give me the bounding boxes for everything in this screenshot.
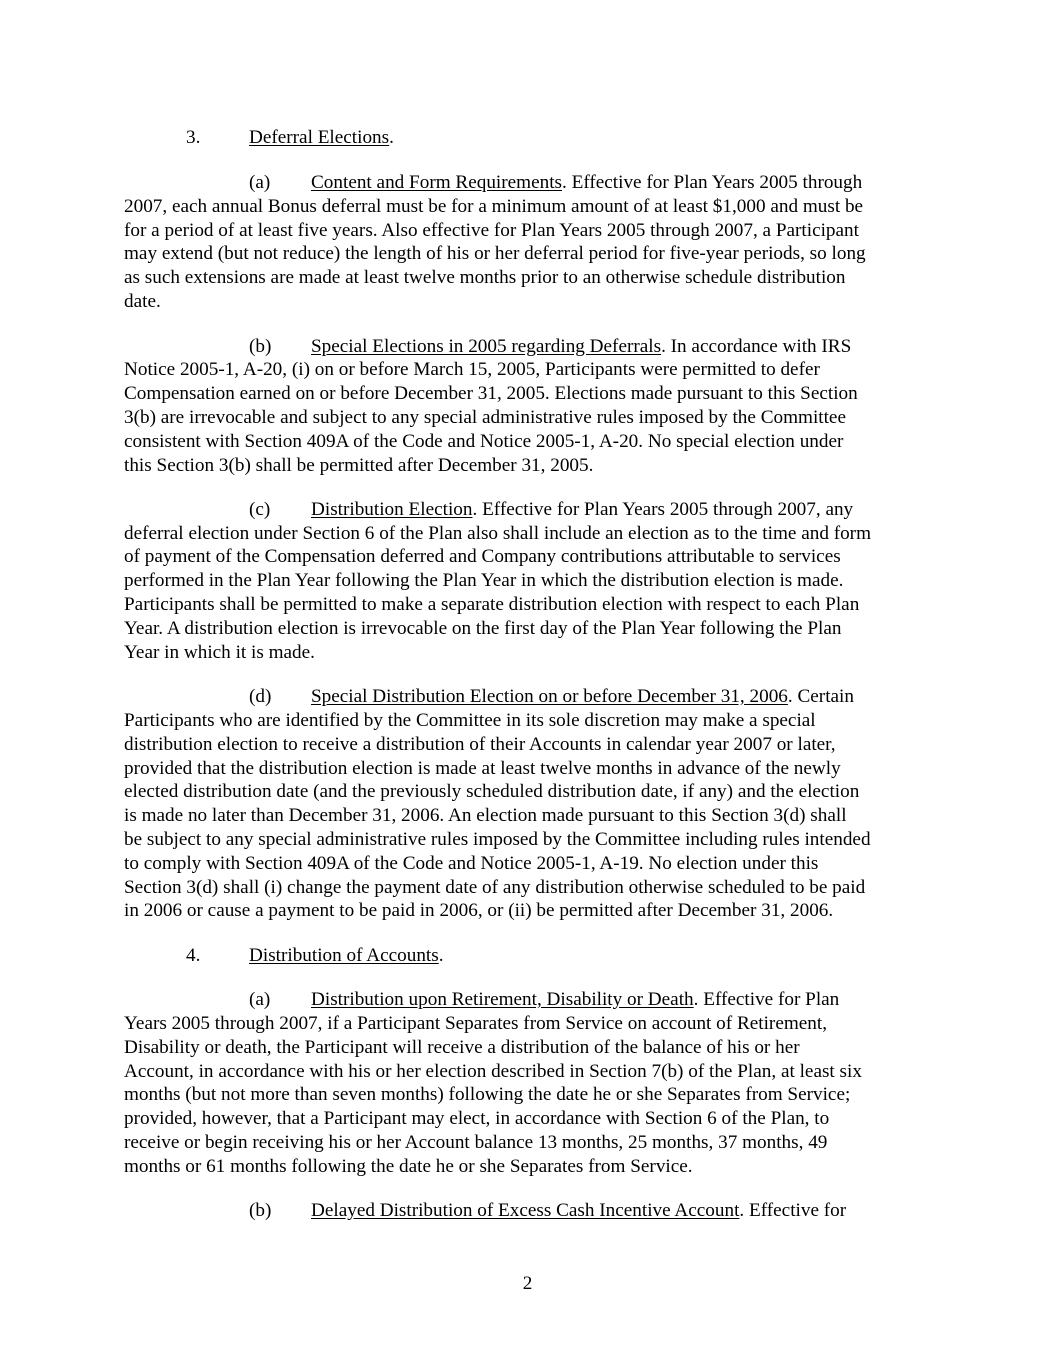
subsection-3d-first-line [311, 685, 854, 709]
paragraph-line: Compensation earned on or before December 31, 2005. Elections made pursuant to this Section [124, 383, 858, 404]
paragraph-line: Disability or death, the Participant will receive a distribution of the balance of his or her [124, 1037, 800, 1058]
section-3-heading-suffix: . [389, 127, 394, 148]
section-4-number: 4. [186, 945, 201, 966]
paragraph-line: be subject to any special administrative rules imposed by the Committee including rules intended [124, 829, 871, 850]
paragraph-line: Years 2005 through 2007, if a Participant Separates from Service on account of Retirement, [124, 1013, 828, 1034]
paragraph-line: performed in the Plan Year following the Plan Year in which the distribution election is made. [124, 570, 844, 591]
subsection-4a-text: . Effective for Plan [693, 989, 840, 1010]
paragraph-line: elected distribution date (and the previously scheduled distribution date, if any) and the election [124, 781, 860, 802]
subsection-4b-label: (b) [249, 1200, 272, 1221]
paragraph-line: for a period of at least five years. Also effective for Plan Years 2005 through 2007, a Participant [124, 220, 859, 241]
section-4-heading [249, 944, 444, 968]
paragraph-line: this Section 3(b) shall be permitted after December 31, 2005. [124, 455, 594, 476]
subsection-4b-first-line [311, 1199, 846, 1223]
subsection-4a-label: (a) [249, 989, 271, 1010]
paragraph-line: Account, in accordance with his or her election described in Section 7(b) of the Plan, at least six [124, 1061, 862, 1082]
paragraph-line: consistent with Section 409A of the Code and Notice 2005-1, A-20. No special election under [124, 431, 844, 452]
paragraph-line: Year. A distribution election is irrevocable on the first day of the Plan Year following the Plan [124, 618, 842, 639]
section-3-number: 3. [186, 127, 201, 148]
subsection-4a-heading: Distribution upon Retirement, Disability or Death [311, 989, 694, 1010]
subsection-3c-label: (c) [249, 499, 271, 520]
paragraph-line: Year in which it is made. [124, 642, 315, 663]
section-4-heading-text: Distribution of Accounts [249, 945, 439, 966]
subsection-3a-label: (a) [249, 172, 271, 193]
subsection-3a-text: . Effective for Plan Years 2005 through [562, 172, 863, 193]
paragraph-line: 2007, each annual Bonus deferral must be for a minimum amount of at least $1,000 and must be [124, 196, 864, 217]
paragraph-line: months (but not more than seven months) following the date he or she Separates from Service; [124, 1084, 851, 1105]
paragraph-line: months or 61 months following the date he or she Separates from Service. [124, 1156, 693, 1177]
paragraph-line: to comply with Section 409A of the Code and Notice 2005-1, A-19. No election under this [124, 853, 819, 874]
subsection-3c-text: . Effective for Plan Years 2005 through 2007, any [472, 499, 854, 520]
paragraph-line: receive or begin receiving his or her Account balance 13 months, 25 months, 37 months, 49 [124, 1132, 828, 1153]
subsection-3a-heading: Content and Form Requirements [311, 172, 563, 193]
paragraph-line: is made no later than December 31, 2006. An election made pursuant to this Section 3(d) shall [124, 805, 847, 826]
paragraph-line: in 2006 or cause a payment to be paid in 2006, or (ii) be permitted after December 31, 2006. [124, 900, 834, 921]
paragraph-line: deferral election under Section 6 of the Plan also shall include an election as to the time and form [124, 523, 872, 544]
paragraph-line: provided, however, that a Participant may elect, in accordance with Section 6 of the Plan, to [124, 1108, 830, 1129]
subsection-3d-label: (d) [249, 686, 272, 707]
subsection-4a-first-line [311, 988, 839, 1012]
paragraph-line: Participants who are identified by the Committee in its sole discretion may make a special [124, 710, 816, 731]
paragraph-line: as such extensions are made at least twelve months prior to an otherwise schedule distribution [124, 267, 846, 288]
paragraph-line: 3(b) are irrevocable and subject to any special administrative rules imposed by the Committee [124, 407, 846, 428]
paragraph-line: date. [124, 291, 161, 312]
section-4-heading-suffix: . [438, 945, 444, 966]
paragraph-line: distribution election to receive a distribution of their Accounts in calendar year 2007 or later, [124, 734, 836, 755]
subsection-3c-first-line [311, 498, 853, 522]
subsection-3d-text: . Certain [787, 686, 854, 707]
subsection-3d-heading: Special Distribution Election on or before December 31, 2006 [311, 686, 788, 707]
subsection-3b-first-line [311, 335, 851, 359]
paragraph-line: provided that the distribution election is made at least twelve months in advance of the newly [124, 758, 841, 779]
paragraph-line: Section 3(d) shall (i) change the payment date of any distribution otherwise scheduled to be paid [124, 877, 866, 898]
subsection-3b-text: . In accordance with IRS [661, 336, 852, 357]
paragraph-line: may extend (but not reduce) the length of his or her deferral period for five-year periods, so long [124, 243, 866, 264]
subsection-3b-label: (b) [249, 336, 272, 357]
subsection-4b-heading: Delayed Distribution of Excess Cash Incentive Account [311, 1200, 740, 1221]
subsection-4b-text: . Effective for [739, 1200, 847, 1221]
section-3-heading-text: Deferral Elections [249, 127, 390, 148]
page-number: 2 [522, 1273, 533, 1294]
paragraph-line: Participants shall be permitted to make a separate distribution election with respect to each Plan [124, 594, 860, 615]
section-3-heading [249, 126, 394, 150]
subsection-3a-first-line [311, 171, 862, 195]
paragraph-line: of payment of the Compensation deferred and Company contributions attributable to services [124, 546, 841, 567]
paragraph-line: Notice 2005-1, A-20, (i) on or before March 15, 2005, Participants were permitted to defer [124, 359, 820, 380]
subsection-3c-heading: Distribution Election [311, 499, 473, 520]
subsection-3b-heading: Special Elections in 2005 regarding Deferrals [311, 336, 662, 357]
